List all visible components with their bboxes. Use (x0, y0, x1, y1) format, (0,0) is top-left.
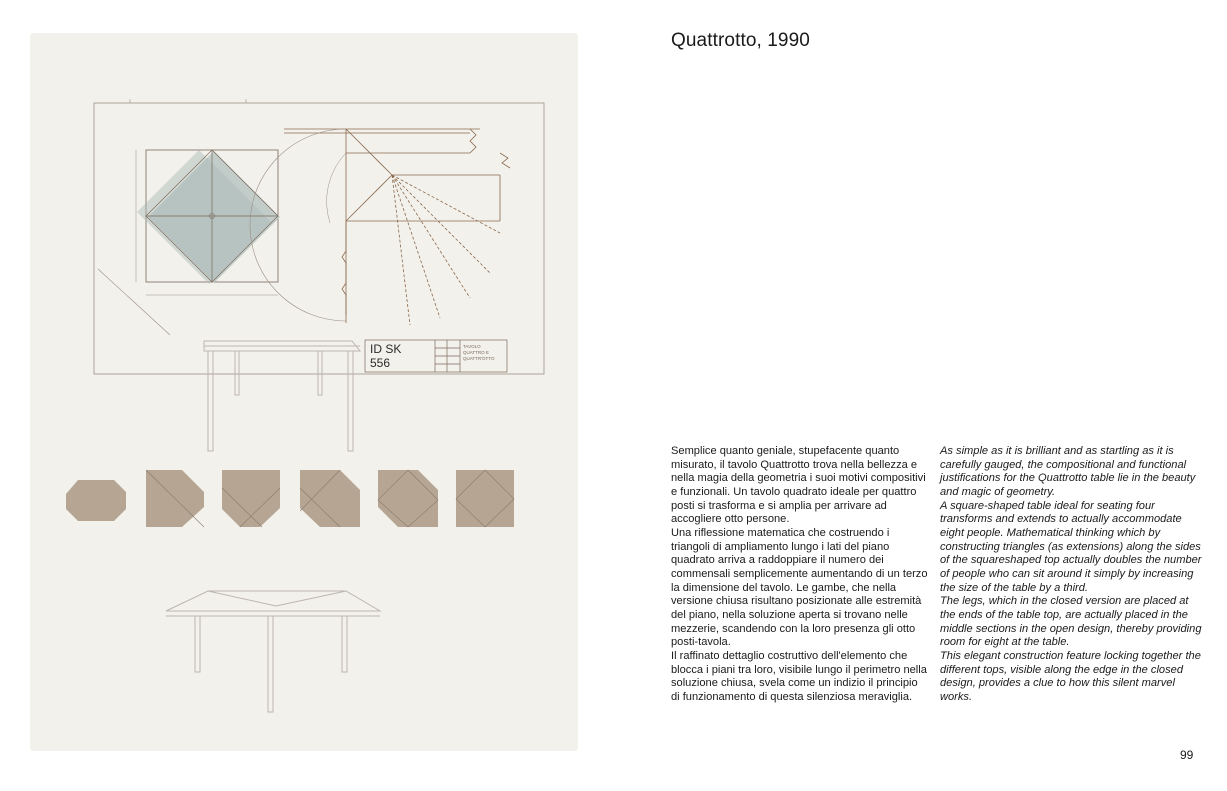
italian-paragraph: Semplice quanto geniale, stupefacente quanto misurato, il tavolo Quattrotto trova nella bellezza e nella magia della geometria i suoi motivi compositivi e funzionali. Un tavolo quadrato ideale per quattro posti si trasforma e si amplia per arrivare ad accogliere otto persone. (671, 445, 926, 526)
english-paragraph: The legs, which in the closed version are placed at the ends of the table top, are actually placed in the middle sections in the open design, thereby providing room for eight at the table. (940, 595, 1202, 649)
italian-paragraph: Una riflessione matematica che costruendo i triangoli di ampliamento lungo i lati del piano quadrato arriva a raddoppiare il numero dei commensali semplicemente aumentando di un terzo la dimensione del tavolo. Le gambe, che nella versione chiusa risultano posizionate alle estremità del piano, nella soluzione aperta si trovano nelle mezzerie, scandendo con la loro presenza gli otto posti-tavola. (671, 526, 928, 649)
drawing-caption-line-3: QUATTR'OTTO (463, 356, 495, 361)
tile-sequence (66, 470, 514, 527)
technical-drawing (30, 33, 578, 751)
table-elevation-closed (204, 341, 360, 451)
drawing-id-line: ID SK (370, 342, 402, 356)
page-number: 99 (1180, 748, 1194, 762)
english-paragraph: A square-shaped table ideal for seating four transforms and extends to actually accommodate eight people. Mathematical thinking which by constructing triangles (as extensions) along the sides of the squareshaped top actually doubles the number of people who can sit around it simply by increasing the size of the table by a third. (940, 499, 1202, 594)
english-text-column (940, 445, 1202, 704)
english-paragraph: As simple as it is brilliant and as startling as it is carefully gauged, the compositional and functional justifications for the Quattrotto table lie in the beauty and magic of geometry. (940, 445, 1196, 498)
construction-diagram (250, 129, 510, 325)
italian-text-column (671, 445, 929, 704)
italian-paragraph: Il raffinato dettaglio costruttivo dell'elemento che blocca i piani tra loro, visibile lungo il perimetro nella soluzione chiusa, svela come un indizio il principio di funzionamento di questa silenziosa meraviglia. (671, 649, 927, 703)
plan-view (98, 150, 280, 335)
page-title: Quattrotto, 1990 (671, 30, 810, 51)
drawing-frame (94, 103, 544, 374)
english-paragraph: This elegant construction feature locking together the different tops, visible along the edge in the closed design, provides a clue to how this silent marvel works. (940, 649, 1201, 703)
drawing-caption-line-2: QUATTRO E (463, 350, 489, 355)
drawing-id-number: 556 (370, 356, 391, 370)
table-elevation-open (166, 591, 380, 712)
drawing-caption-line-1: TAVOLO (463, 344, 481, 349)
